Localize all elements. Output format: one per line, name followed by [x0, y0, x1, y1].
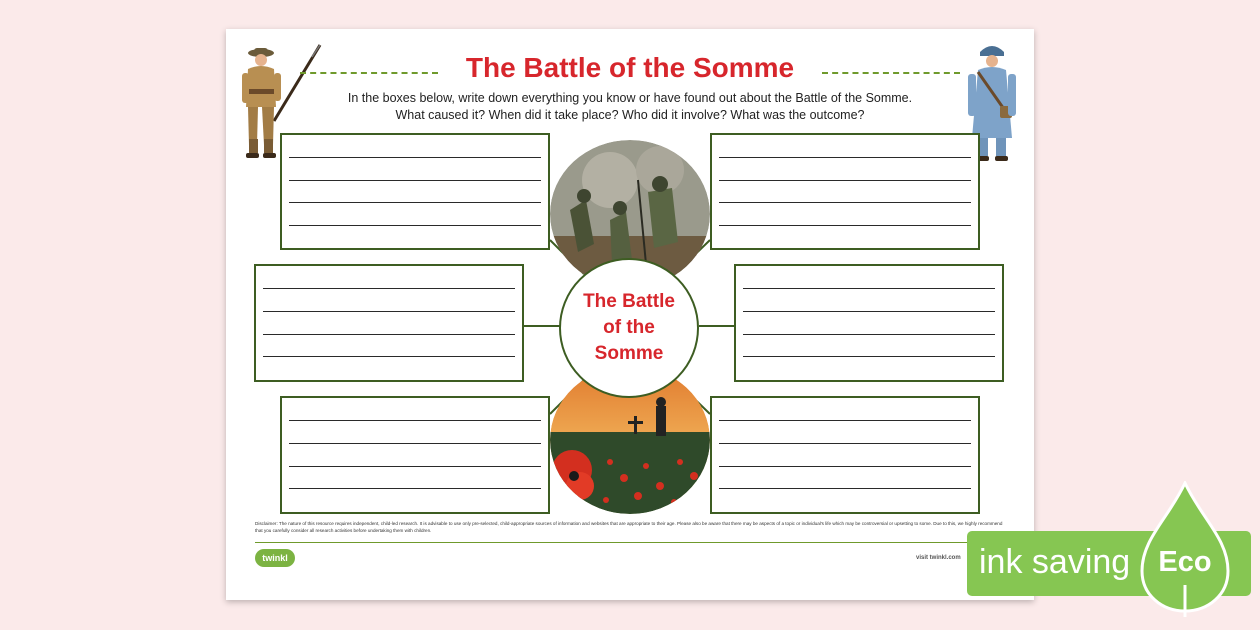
- writing-box-top-right[interactable]: [710, 133, 980, 250]
- ink-saving-text: ink saving: [979, 543, 1131, 581]
- instructions-line-1: In the boxes below, write down everything you know or have found out about the Battle of the Somme.: [347, 91, 913, 105]
- footer-divider: [255, 542, 1005, 543]
- eco-label: Eco: [1158, 546, 1212, 578]
- disclaimer-text: Disclaimer: The nature of this resource requires independent, child-led research. It is advisable to use only pre-selected, child-appropriate sources of information and websites that are appropriate to their age. Please also be aware that there may be aspects of a topic or individual's life which may be controversial or upsetting to some. Due to this, we highly recommend that you carefully consider all research activities before undertaking them with children.: [255, 521, 1003, 533]
- writing-box-middle-left[interactable]: [254, 264, 524, 382]
- center-topic-circle: The Battle of the Somme: [559, 258, 699, 398]
- instructions-line-2: What caused it? When did it take place? Who did it involve? What was the outcome?: [395, 108, 865, 122]
- writing-box-bottom-right[interactable]: [710, 396, 980, 514]
- writing-box-top-left[interactable]: [280, 133, 550, 250]
- writing-box-bottom-left[interactable]: [280, 396, 550, 514]
- writing-box-middle-right[interactable]: [734, 264, 1004, 382]
- worksheet-title: The Battle of the Somme: [465, 52, 795, 83]
- twinkl-logo: twinkl: [255, 549, 295, 567]
- visit-link[interactable]: visit twinkl.com: [916, 555, 961, 561]
- worksheet-page: [226, 29, 1034, 600]
